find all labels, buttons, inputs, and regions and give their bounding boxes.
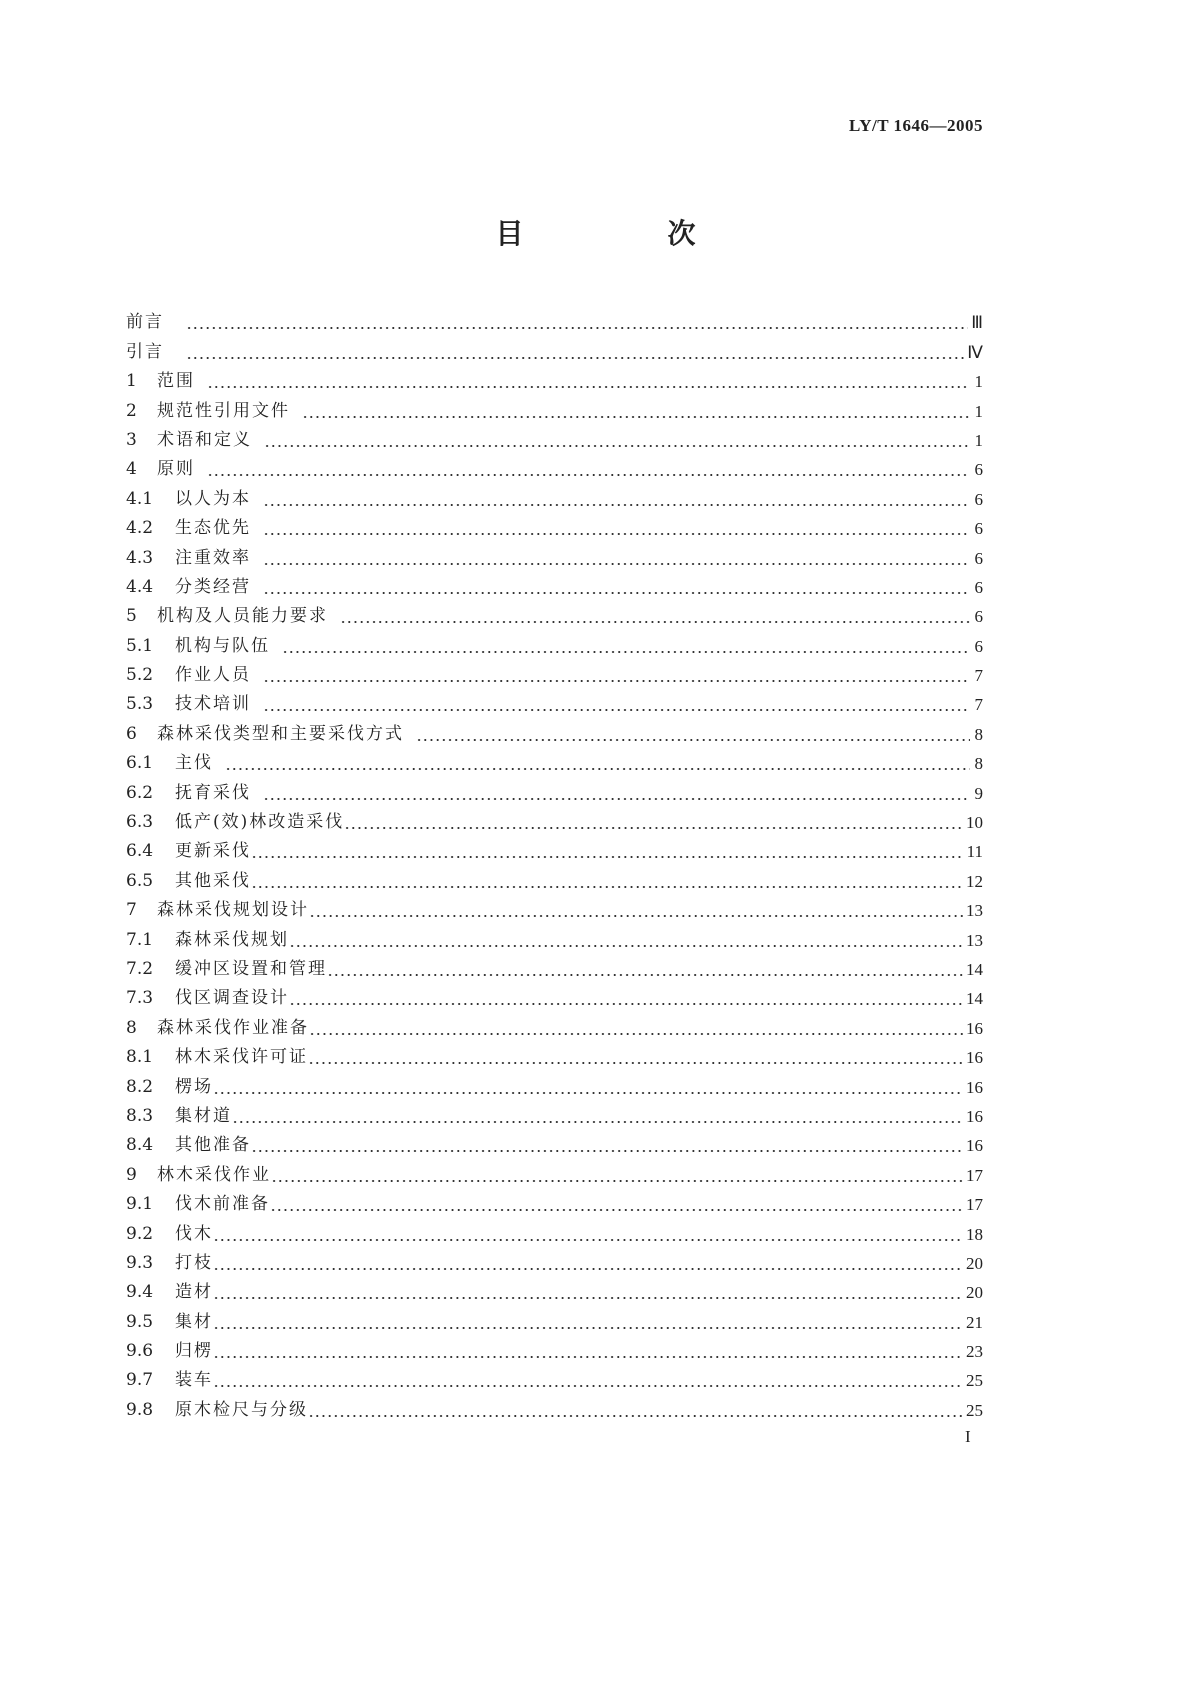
toc-entry-page: 16 bbox=[966, 1106, 983, 1126]
toc-entry-number: 8.4 bbox=[126, 1135, 154, 1156]
toc-entry-page: 11 bbox=[966, 842, 983, 862]
toc-entry-page: 6 bbox=[974, 548, 983, 568]
toc-entry[interactable] bbox=[126, 925, 983, 954]
toc-entry-label: 森林采伐规划 bbox=[175, 929, 289, 950]
toc-entry[interactable] bbox=[126, 661, 983, 690]
toc-entry-label: 引言 bbox=[126, 341, 164, 362]
toc-entry-label: 森林采伐类型和主要采伐方式 bbox=[157, 723, 404, 744]
toc-entry[interactable] bbox=[126, 866, 983, 895]
toc-entry-number: 9.7 bbox=[126, 1370, 154, 1391]
dot-leader bbox=[225, 749, 970, 778]
toc-entry-number: 4 bbox=[126, 459, 137, 480]
toc-entry-label: 分类经营 bbox=[175, 576, 251, 597]
toc-entry-label: 伐木 bbox=[175, 1223, 213, 1244]
toc-entry-label: 归楞 bbox=[175, 1341, 213, 1362]
dot-leader bbox=[232, 1102, 963, 1131]
toc-entry-number: 1 bbox=[126, 371, 137, 392]
toc-entry-page: 10 bbox=[966, 813, 983, 833]
toc-entry-label: 范围 bbox=[157, 371, 195, 392]
dot-leader bbox=[263, 544, 970, 573]
toc-entry[interactable] bbox=[126, 837, 983, 866]
toc-entry[interactable] bbox=[126, 955, 983, 984]
toc-entry-number: 7.1 bbox=[126, 929, 154, 950]
toc-entry-page: 8 bbox=[974, 724, 983, 744]
toc-entry[interactable] bbox=[126, 455, 983, 484]
toc-entry-label: 森林采伐作业准备 bbox=[157, 1017, 309, 1038]
toc-entry-label: 森林采伐规划设计 bbox=[157, 900, 309, 921]
toc-entry-page: 16 bbox=[966, 1077, 983, 1097]
toc-entry[interactable] bbox=[126, 984, 983, 1013]
toc-entry-number: 7 bbox=[126, 900, 137, 921]
dot-leader bbox=[340, 602, 970, 631]
dot-leader bbox=[263, 661, 970, 690]
toc-entry[interactable] bbox=[126, 543, 983, 572]
toc-entry-number: 4.4 bbox=[126, 576, 154, 597]
toc-entry-page: 6 bbox=[974, 460, 983, 480]
toc-entry[interactable] bbox=[126, 1043, 983, 1072]
toc-entry-number: 6.5 bbox=[126, 870, 154, 891]
toc-entry-page: 18 bbox=[966, 1224, 983, 1244]
toc-entry-number: 9.1 bbox=[126, 1194, 154, 1215]
dot-leader bbox=[263, 779, 970, 808]
toc-entry[interactable] bbox=[126, 896, 983, 925]
toc-entry-page: 14 bbox=[966, 989, 983, 1009]
toc-entry[interactable] bbox=[126, 1072, 983, 1101]
toc-entry-number: 3 bbox=[126, 429, 137, 450]
toc-entry[interactable] bbox=[126, 396, 983, 425]
toc-entry-label: 集材道 bbox=[175, 1105, 232, 1126]
toc-entry[interactable] bbox=[126, 484, 983, 513]
toc-entry[interactable] bbox=[126, 1249, 983, 1278]
toc-entry-page: 13 bbox=[966, 930, 983, 950]
dot-leader bbox=[289, 984, 963, 1013]
toc-entry[interactable] bbox=[126, 1219, 983, 1248]
toc-entry-label: 其他准备 bbox=[175, 1135, 251, 1156]
toc-entry-label: 机构与队伍 bbox=[175, 635, 270, 656]
dot-leader bbox=[213, 1220, 963, 1249]
toc-entry[interactable] bbox=[126, 337, 983, 366]
toc-entry-page: 20 bbox=[966, 1253, 983, 1273]
toc-entry[interactable] bbox=[126, 1337, 983, 1366]
dot-leader bbox=[302, 397, 970, 426]
toc-entry-number: 9.6 bbox=[126, 1341, 154, 1362]
dot-leader bbox=[263, 690, 970, 719]
dot-leader bbox=[282, 632, 970, 661]
toc-entry-number: 6.4 bbox=[126, 841, 154, 862]
toc-entry-label: 以人为本 bbox=[175, 488, 251, 509]
page-number: I bbox=[965, 1427, 971, 1446]
toc-entry-page: 1 bbox=[974, 430, 983, 450]
toc-entry-number: 8.3 bbox=[126, 1105, 154, 1126]
toc-entry[interactable] bbox=[126, 514, 983, 543]
toc-entry-page: 17 bbox=[966, 1195, 983, 1215]
toc-entry-page: 1 bbox=[974, 372, 983, 392]
toc-entry-page: 16 bbox=[966, 1136, 983, 1156]
toc-entry-number: 6.2 bbox=[126, 782, 154, 803]
toc-entry-label: 术语和定义 bbox=[157, 429, 252, 450]
toc-entry[interactable] bbox=[126, 778, 983, 807]
toc-entry-label: 装车 bbox=[175, 1370, 213, 1391]
toc-entry[interactable] bbox=[126, 1131, 983, 1160]
toc-entry-number: 4.3 bbox=[126, 547, 154, 568]
dot-leader bbox=[251, 867, 963, 896]
toc-entry-page: 25 bbox=[966, 1371, 983, 1391]
dot-leader bbox=[308, 1396, 963, 1425]
dot-leader bbox=[308, 1043, 963, 1072]
toc-entry-label: 造材 bbox=[175, 1282, 213, 1303]
dot-leader bbox=[207, 367, 970, 396]
toc-entry[interactable] bbox=[126, 573, 983, 602]
toc-entry-number: 4.2 bbox=[126, 518, 154, 539]
toc-entry-number: 9.5 bbox=[126, 1311, 154, 1332]
toc-entry-page: 1 bbox=[974, 401, 983, 421]
toc-entry[interactable] bbox=[126, 1160, 983, 1189]
toc-entry-label: 伐区调查设计 bbox=[175, 988, 289, 1009]
dot-leader bbox=[309, 896, 963, 925]
dot-leader bbox=[309, 1014, 963, 1043]
toc-entry[interactable] bbox=[126, 1307, 983, 1336]
dot-leader bbox=[213, 1073, 963, 1102]
toc-entry-label: 其他采伐 bbox=[175, 870, 251, 891]
toc-entry-page: 6 bbox=[974, 577, 983, 597]
table-of-contents bbox=[126, 308, 983, 1425]
toc-entry-page: 6 bbox=[974, 519, 983, 539]
toc-entry[interactable] bbox=[126, 602, 983, 631]
toc-entry-label: 机构及人员能力要求 bbox=[157, 606, 328, 627]
toc-entry[interactable] bbox=[126, 690, 983, 719]
dot-leader bbox=[264, 426, 970, 455]
toc-entry[interactable] bbox=[126, 749, 983, 778]
toc-entry-number: 7.3 bbox=[126, 988, 154, 1009]
toc-entry-label: 打枝 bbox=[175, 1252, 213, 1273]
toc-entry[interactable] bbox=[126, 1013, 983, 1042]
toc-entry-number: 5 bbox=[126, 606, 137, 627]
dot-leader bbox=[263, 485, 970, 514]
dot-leader bbox=[213, 1308, 963, 1337]
toc-entry-label: 抚育采伐 bbox=[175, 782, 251, 803]
toc-entry[interactable] bbox=[126, 426, 983, 455]
toc-entry-page: 17 bbox=[966, 1165, 983, 1185]
toc-entry-label: 规范性引用文件 bbox=[157, 400, 290, 421]
toc-entry-label: 缓冲区设置和管理 bbox=[175, 958, 327, 979]
dot-leader bbox=[251, 837, 964, 866]
toc-entry-page: 7 bbox=[974, 666, 983, 686]
toc-entry-label: 注重效率 bbox=[175, 547, 251, 568]
toc-entry-number: 5.1 bbox=[126, 635, 154, 656]
toc-entry-number: 6.1 bbox=[126, 753, 154, 774]
toc-entry-number: 9.8 bbox=[126, 1399, 154, 1420]
toc-entry-page: 25 bbox=[966, 1400, 983, 1420]
toc-entry-label: 林木采伐作业 bbox=[157, 1164, 271, 1185]
toc-entry[interactable] bbox=[126, 1278, 983, 1307]
toc-entry-label: 原木检尺与分级 bbox=[175, 1399, 308, 1420]
toc-entry[interactable] bbox=[126, 719, 983, 748]
toc-entry-label: 前言 bbox=[126, 312, 164, 333]
toc-entry-page: 7 bbox=[974, 695, 983, 715]
toc-entry-number: 5.2 bbox=[126, 665, 154, 686]
toc-entry-page: 13 bbox=[966, 901, 983, 921]
toc-entry[interactable] bbox=[126, 1102, 983, 1131]
toc-entry-number: 9.3 bbox=[126, 1252, 154, 1273]
toc-entry-label: 技术培训 bbox=[175, 694, 251, 715]
toc-entry-number: 6 bbox=[126, 723, 137, 744]
dot-leader bbox=[416, 720, 970, 749]
dot-leader bbox=[263, 514, 970, 543]
toc-entry-label: 主伐 bbox=[175, 753, 213, 774]
toc-entry-page: 6 bbox=[974, 489, 983, 509]
dot-leader bbox=[344, 808, 963, 837]
toc-entry-page: 14 bbox=[966, 959, 983, 979]
toc-entry-label: 作业人员 bbox=[175, 665, 251, 686]
toc-entry-number: 9 bbox=[126, 1164, 137, 1185]
toc-entry-number: 5.3 bbox=[126, 694, 154, 715]
dot-leader bbox=[271, 1161, 963, 1190]
dot-leader bbox=[213, 1278, 963, 1307]
toc-entry-number: 7.2 bbox=[126, 958, 154, 979]
toc-entry-page: Ⅳ bbox=[967, 342, 983, 362]
dot-leader bbox=[213, 1337, 963, 1366]
toc-entry-number: 8 bbox=[126, 1017, 137, 1038]
toc-entry[interactable] bbox=[126, 1395, 983, 1424]
toc-entry-page: 6 bbox=[974, 607, 983, 627]
toc-entry-page: 16 bbox=[966, 1048, 983, 1068]
toc-entry-number: 6.3 bbox=[126, 812, 154, 833]
toc-entry-label: 伐木前准备 bbox=[175, 1194, 270, 1215]
dot-leader bbox=[186, 338, 964, 367]
toc-entry-page: 6 bbox=[974, 636, 983, 656]
toc-entry[interactable] bbox=[126, 308, 983, 337]
dot-leader bbox=[213, 1366, 963, 1395]
toc-entry-number: 9.4 bbox=[126, 1282, 154, 1303]
toc-entry-page: 20 bbox=[966, 1283, 983, 1303]
toc-entry-number: 8.1 bbox=[126, 1047, 154, 1068]
toc-entry-page: 9 bbox=[974, 783, 983, 803]
toc-entry-label: 原则 bbox=[157, 459, 195, 480]
toc-entry-number: 8.2 bbox=[126, 1076, 154, 1097]
toc-entry-number: 2 bbox=[126, 400, 137, 421]
page-title: 目 次 bbox=[495, 217, 754, 250]
toc-entry-page: 8 bbox=[974, 754, 983, 774]
dot-leader bbox=[270, 1190, 963, 1219]
toc-entry-label: 林木采伐许可证 bbox=[175, 1047, 308, 1068]
toc-entry[interactable] bbox=[126, 808, 983, 837]
standard-number: LY/T 1646—2005 bbox=[848, 116, 983, 135]
toc-entry-number: 4.1 bbox=[126, 488, 154, 509]
dot-leader bbox=[213, 1249, 963, 1278]
dot-leader bbox=[289, 926, 963, 955]
toc-entry[interactable] bbox=[126, 367, 983, 396]
toc-entry-number: 9.2 bbox=[126, 1223, 154, 1244]
toc-entry[interactable] bbox=[126, 1366, 983, 1395]
dot-leader bbox=[251, 1131, 963, 1160]
toc-entry-label: 更新采伐 bbox=[175, 841, 251, 862]
toc-entry-page: 16 bbox=[966, 1018, 983, 1038]
toc-entry-label: 楞场 bbox=[175, 1076, 213, 1097]
toc-entry-label: 集材 bbox=[175, 1311, 213, 1332]
dot-leader bbox=[207, 455, 970, 484]
toc-entry-page: 12 bbox=[966, 871, 983, 891]
dot-leader bbox=[263, 573, 970, 602]
toc-entry-page: Ⅲ bbox=[971, 313, 983, 333]
dot-leader bbox=[186, 308, 968, 337]
toc-entry[interactable] bbox=[126, 631, 983, 660]
toc-entry-label: 生态优先 bbox=[175, 518, 251, 539]
toc-entry[interactable] bbox=[126, 1190, 983, 1219]
toc-entry-page: 21 bbox=[966, 1312, 983, 1332]
dot-leader bbox=[327, 955, 963, 984]
toc-entry-label: 低产(效)林改造采伐 bbox=[175, 812, 345, 833]
toc-entry-page: 23 bbox=[966, 1342, 983, 1362]
